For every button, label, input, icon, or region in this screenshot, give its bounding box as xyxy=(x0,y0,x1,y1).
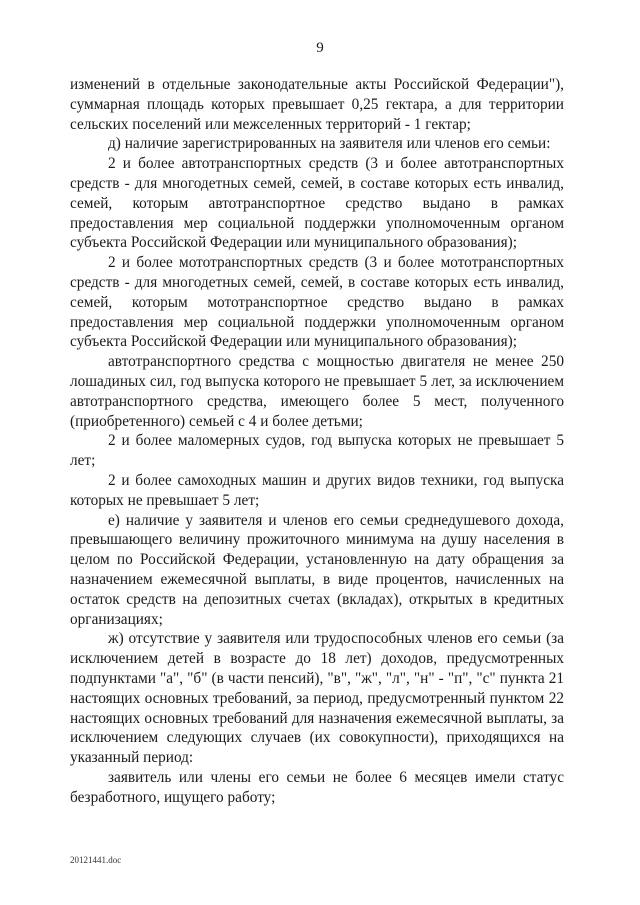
paragraph-small-vessels: 2 и более маломерных судов, год выпуска которых не превышает 5 лет; xyxy=(70,432,564,470)
paragraph-high-power-vehicle: автотранспортного средства с мощностью двигателя не менее 250 лошадиных сил, год выпуска которого не превышает 5 лет, за исключением автотранспортного средства, имеющего более 5 мест, полученного (приобретенного) семьей с 4 и более детьми; xyxy=(70,353,564,430)
paragraph-item-e: е) наличие у заявителя и членов его семьи среднедушевого дохода, превышающего величину прожиточного минимума на душу населения в целом по Российской Федерации, установленную на дату обращения за назначением ежемесячной выплаты, в виде процентов, начисленных на остаток средств на депозитных счетах (вкладах), открытых в кредитных организациях; xyxy=(70,511,564,628)
paragraph-auto-vehicles: 2 и более автотранспортных средств (3 и более автотранспортных средств - для многодетных семей, семей, в составе которых есть инвалид, семей, которым автотранспортное средство выдано в рамках предоставления мер социальной поддержки уполномоченным органом субъекта Российской Федерации или муниципального образования); xyxy=(70,155,564,252)
paragraph-moto-vehicles: 2 и более мототранспортных средств (3 и более мототранспортных средств - для многодетных семей, семей, в составе которых есть инвалид, семей, которым мототранспортное средство выдано в рамках предоставления мер социальной поддержки уполномоченным органом субъекта Российской Федерации или муниципального образования); xyxy=(70,254,564,351)
document-body xyxy=(70,75,564,807)
paragraph-self-propelled-machines: 2 и более самоходных машин и других видов техники, год выпуска которых не превышает 5 лет; xyxy=(70,471,564,509)
document-filename: 20121441.doc xyxy=(70,855,122,865)
paragraph-item-zh: ж) отсутствие у заявителя или трудоспособных членов его семьи (за исключением детей в возрасте до 18 лет) доходов, предусмотренных подпунктами "а", "б" (в части пенсий), "в", "ж", "л", "н" - "п", "с" пункта 21 настоящих основных требований, за период, предусмотренный пунктом 22 настоящих основных требований для назначения ежемесячной выплаты, за исключением следующих случаев (их совокупности), приходящихся на указанный период: xyxy=(70,630,564,767)
paragraph-continuation: изменений в отдельные законодательные акты Российской Федерации"), суммарная площадь которых превышает 0,25 гектара, а для территории сельских поселений или межселенных территорий - 1 гектар; xyxy=(70,76,564,133)
page-number: 9 xyxy=(316,40,324,56)
paragraph-item-d: д) наличие зарегистрированных на заявителя или членов его семьи: xyxy=(108,135,551,153)
paragraph-unemployed-status: заявитель или члены его семьи не более 6 месяцев имели статус безработного, ищущего работу; xyxy=(70,768,564,806)
